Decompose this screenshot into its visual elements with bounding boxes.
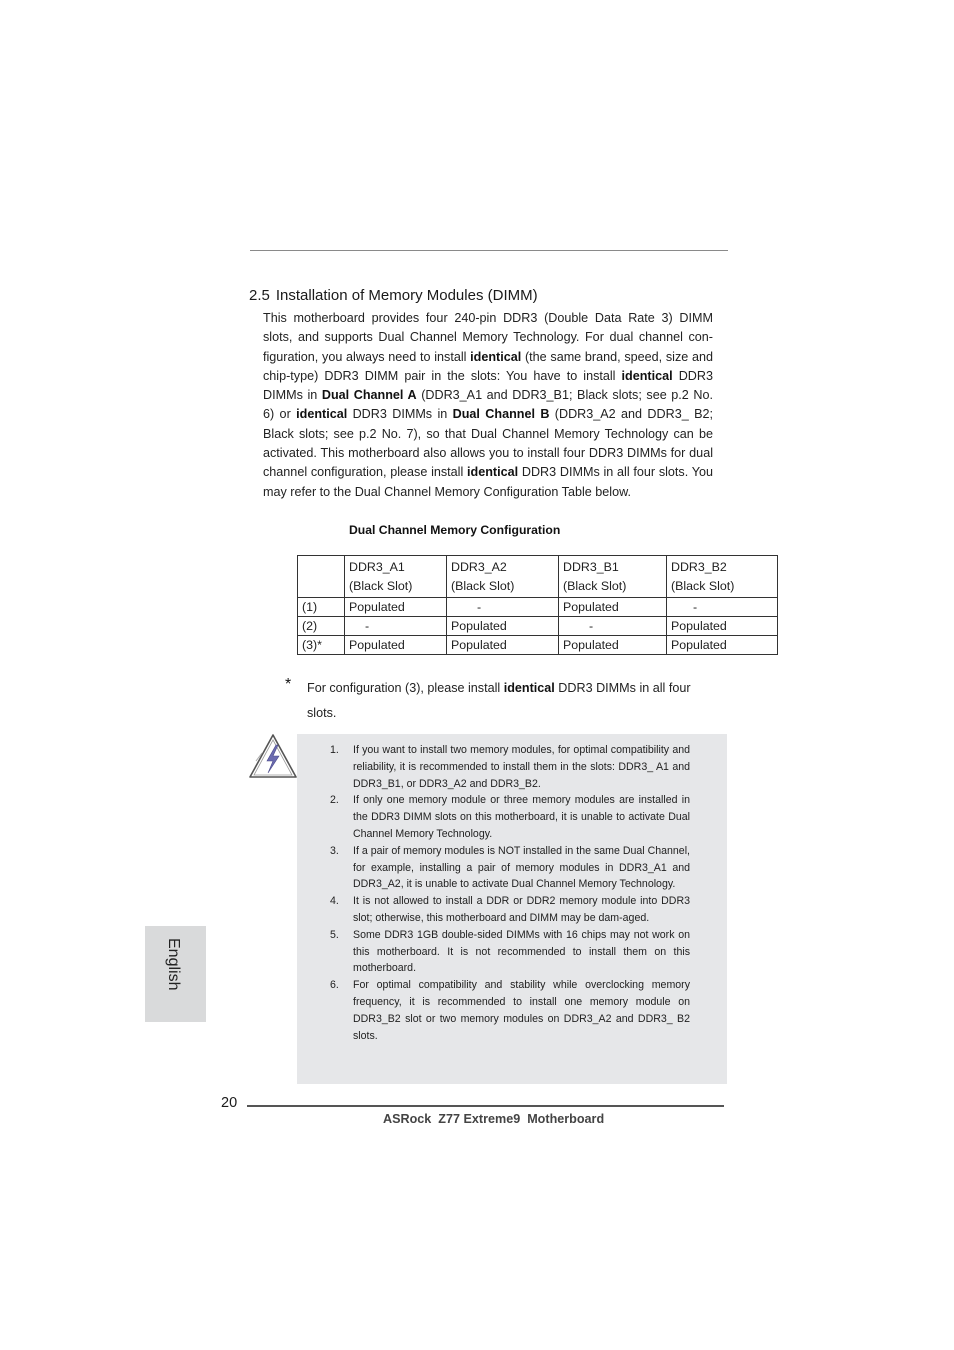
page-number: 20 bbox=[221, 1095, 238, 1111]
intro-bold-3: Dual Channel A bbox=[321, 388, 417, 403]
table-cell: Populated bbox=[559, 598, 667, 617]
intro-text-2: (the same brand, speed, size and chip-type) DDR3 DIMM pair in the slots: You have to install bbox=[263, 349, 713, 383]
intro-text-3: DDR3 DIMMs in bbox=[263, 368, 713, 403]
intro-bold-2: identical bbox=[621, 368, 673, 383]
header-slot-name: DDR3_A2 bbox=[451, 559, 507, 574]
intro-text-1: This motherboard provides four 240-pin DDR3 (Double Data Rate 3) DIMM slots, and supports Dual Channel Memory Technology. For dual channel con-figuration, you always need to install bbox=[263, 311, 713, 364]
header-slot-color: (Black Slot) bbox=[671, 578, 735, 593]
table-cell: Populated bbox=[447, 636, 559, 655]
table-cell: Populated bbox=[667, 617, 778, 636]
header-slot-color: (Black Slot) bbox=[563, 578, 627, 593]
intro-bold-6: identical bbox=[467, 465, 519, 480]
header-slot-name: DDR3_B1 bbox=[563, 559, 619, 574]
warning-number: 3. bbox=[330, 844, 339, 857]
header-slot-name: DDR3_B2 bbox=[671, 559, 727, 574]
table-row bbox=[298, 598, 778, 617]
language-side-tab bbox=[145, 926, 206, 1022]
warning-item bbox=[297, 792, 727, 842]
header-cell-b2 bbox=[667, 556, 778, 598]
warning-number: 5. bbox=[330, 928, 339, 941]
header-slot-color: (Black Slot) bbox=[349, 578, 413, 593]
table-cell: - bbox=[667, 598, 778, 617]
warning-text: If only one memory module or three memory modules are installed in the DDR3 DIMM slots on this motherboard, it is unable to activate Dual Channel Memory Technology. bbox=[353, 794, 690, 840]
warning-number: 4. bbox=[330, 895, 339, 908]
intro-bold-1: identical bbox=[470, 349, 522, 364]
intro-bold-4: identical bbox=[296, 407, 348, 422]
intro-text-7: DDR3 DIMMs in all four slots. You may refer to the Dual Channel Memory Configuration Table below. bbox=[263, 465, 713, 499]
footnote-asterisk: * bbox=[285, 676, 292, 693]
language-label: English bbox=[165, 938, 182, 991]
header-slot-name: DDR3_A1 bbox=[349, 559, 405, 574]
warning-triangle-lightning-icon bbox=[248, 733, 298, 779]
intro-paragraph bbox=[263, 309, 713, 502]
header-cell-a1 bbox=[345, 556, 447, 598]
row-label: (2) bbox=[298, 617, 345, 636]
section-title-text: Installation of Memory Modules (DIMM) bbox=[275, 287, 538, 304]
table-cell: Populated bbox=[667, 636, 778, 655]
warning-number: 2. bbox=[330, 794, 339, 807]
section-title bbox=[249, 287, 538, 304]
intro-text-6: (DDR3_A2 and DDR3_ B2; Black slots; see p.2 No. 7), so that Dual Channel Memory Technology can be activated. This motherboard also allows you to install four DDR3 DIMMs for dual channel configuration, please install bbox=[263, 407, 713, 480]
memory-config-table bbox=[297, 555, 778, 655]
footnote-bold: identical bbox=[503, 681, 555, 695]
table-cell: - bbox=[559, 617, 667, 636]
warning-item bbox=[297, 893, 727, 927]
bottom-rule bbox=[247, 1105, 724, 1107]
table-row bbox=[298, 636, 778, 655]
warning-text: Some DDR3 1GB double-sided DIMMs with 16 chips may not work on this motherboard. It is not recommended to install them on this motherboard. bbox=[353, 928, 690, 975]
table-cell: Populated bbox=[345, 636, 447, 655]
table-corner-cell bbox=[298, 556, 345, 598]
table-cell: Populated bbox=[559, 636, 667, 655]
intro-text-5: DDR3 DIMMs in bbox=[347, 407, 453, 422]
warning-number: 1. bbox=[330, 744, 339, 756]
table-cell: - bbox=[345, 617, 447, 636]
warning-item bbox=[297, 742, 727, 792]
header-cell-a2 bbox=[447, 556, 559, 598]
header-slot-color: (Black Slot) bbox=[451, 578, 515, 593]
row-label: (1) bbox=[298, 598, 345, 617]
top-rule bbox=[250, 250, 728, 251]
footnote-text-2: DDR3 DIMMs in all four slots. bbox=[307, 681, 691, 720]
warning-item bbox=[297, 927, 727, 977]
footnote-text bbox=[307, 676, 707, 726]
warning-text: It is not allowed to install a DDR or DDR2 memory module into DDR3 slot; otherwise, this motherboard and DIMM may be dam-aged. bbox=[353, 895, 690, 924]
table-row bbox=[298, 617, 778, 636]
section-number: 2.5 bbox=[249, 287, 270, 304]
warning-item bbox=[297, 977, 727, 1044]
warning-item bbox=[297, 843, 727, 893]
table-cell: Populated bbox=[345, 598, 447, 617]
warning-list bbox=[297, 742, 727, 1044]
table-cell: Populated bbox=[447, 617, 559, 636]
header-cell-b1 bbox=[559, 556, 667, 598]
footnote-text-1: For configuration (3), please install bbox=[307, 681, 504, 695]
row-label: (3)* bbox=[298, 636, 345, 655]
table-header-row bbox=[298, 556, 778, 598]
intro-bold-5: Dual Channel B bbox=[452, 407, 550, 422]
warning-text: If you want to install two memory modules, for optimal compatibility and reliability, it is recommended to install them in the slots: DDR3_ A1 and DDR3_B1, or DDR3_A2 and DDR3_B2. bbox=[353, 744, 690, 790]
page-footer: ASRock Z77 Extreme9 Motherboard bbox=[383, 1112, 605, 1126]
warning-text: If a pair of memory modules is NOT installed in the same Dual Channel, for example, installing a pair of memory modules in DDR3_A1 and DDR3_A2, it is unable to activate Dual Channel Memory Technology. bbox=[353, 844, 690, 891]
warning-box bbox=[297, 734, 727, 1084]
warning-text: For optimal compatibility and stability while overclocking memory frequency, it is recommended to install one memory module on DDR3_B2 slot or two memory modules on DDR3_A2 and DDR3_ B2 slots. bbox=[353, 979, 690, 1042]
warning-number: 6. bbox=[330, 979, 339, 992]
intro-text-4: (DDR3_A1 and DDR3_B1; Black slots; see p.2 No. 6) or bbox=[263, 388, 713, 422]
table-caption: Dual Channel Memory Configuration bbox=[349, 523, 561, 537]
table-cell: - bbox=[447, 598, 559, 617]
